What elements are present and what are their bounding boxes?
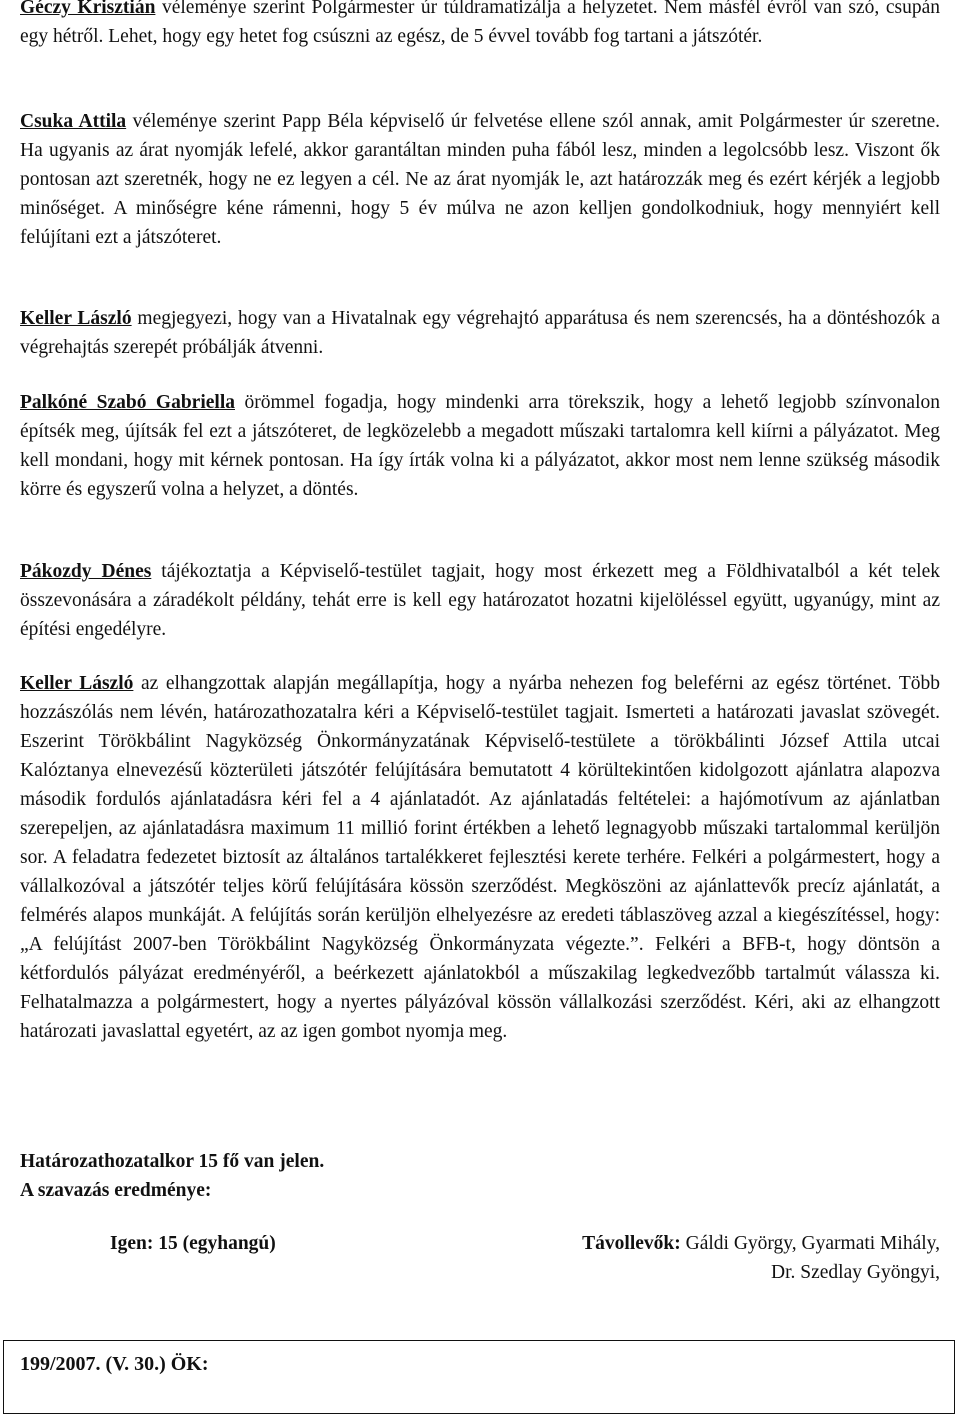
absent-members bbox=[582, 1229, 940, 1287]
speaker-name: Csuka Attila bbox=[20, 111, 127, 132]
paragraph-geczy bbox=[20, 0, 940, 51]
vote-results bbox=[20, 1229, 940, 1289]
speaker-name: Keller László bbox=[20, 308, 132, 329]
decision-number: 199/2007. (V. 30.) ÖK: bbox=[20, 1353, 209, 1375]
decision-box bbox=[3, 1340, 955, 1414]
paragraph-palkone bbox=[20, 388, 940, 504]
paragraph-keller-1 bbox=[20, 304, 940, 362]
absent-names-line-2: Dr. Szedlay Gyöngyi, bbox=[771, 1262, 940, 1283]
vote-summary bbox=[20, 1147, 940, 1205]
speaker-name: Pákozdy Dénes bbox=[20, 561, 152, 582]
paragraph-keller-2 bbox=[20, 669, 940, 1046]
vote-result-heading: A szavazás eredménye: bbox=[20, 1180, 212, 1201]
paragraph-text: az elhangzottak alapján megállapítja, hogy a nyárba nehezen fog beleférni az egész történet. Több hozzászólás nem lévén, határozathozatalra kéri a Képviselő-testület tagjait. Ismerteti a határozati javaslat szövegét. Eszerint Törökbálint Nagyközség Önkormányzatának Képviselő-testülete a törökbálinti József Attila utcai Kalóztanya elnevezésű közterületi játszótér felújítására bemutatott 4 körültekintően kidolgozott ajánlatra alapozva második fordulós ajánlatadásra kéri fel a 4 ajánlatadót. Az ajánlatadás feltételei: a hajómotívum az ajánlatban szerepeljen, az ajánlatadásra maximum 11 millió forint értékben a lehető legnagyobb műszaki tartalommal kerüljön sor. A feladatra fedezetet biztosít az általános tartalékkeret fejlesztési kerete terhére. Felkéri a polgármestert, hogy a vállalkozóval a játszótér teljes körű felújítására kössön szerződést. Megköszöni az ajánlattevők precíz ajánlatát, a felmérés alapos munkáját. A felújítás során kerüljön elhelyezésre az eredeti táblaszöveg azzal a kiegészítéssel, hogy: „A felújítást 2007-ben Törökbálint Nagyközség Önkormányzata végezte.”. Felkéri a BFB-t, hogy döntsön a kétfordulós pályázat eredményéről, a beérkezett ajánlatokból a műszakilag legkedvezőbb tartalmút válassza ki. Felhatalmazza a polgármestert, hogy a nyertes pályázóval kössön vállalkozási szerződést. Kéri, aki az elhangzott határozati javaslattal egyetért, az az igen gombot nyomja meg. bbox=[20, 673, 940, 1042]
speaker-name: Géczy Krisztián bbox=[20, 0, 156, 18]
paragraph-text: megjegyezi, hogy van a Hivatalnak egy végrehajtó apparátusa és nem szerencsés, ha a döntéshozók a végrehajtás szerepét próbálják átvenni. bbox=[20, 308, 940, 358]
absent-names-line-1: Gáldi György, Gyarmati Mihály, bbox=[680, 1233, 940, 1254]
paragraph-pakozdy bbox=[20, 557, 940, 644]
paragraph-text: örömmel fogadja, hogy mindenki arra törekszik, hogy a lehető legjobb színvonalon építsék meg, újítsák fel ezt a játszóteret, de legközelebb a megadott műszaki tartalomra kell kiírni a pályázatot. Meg kell mondani, hogy mit kérnek pontosan. Ha így írták volna ki a pályázatot, akkor most nem lenne szükség második körre és egyszerű volna a helyzet, a döntés. bbox=[20, 392, 940, 500]
speaker-name: Palkóné Szabó Gabriella bbox=[20, 392, 235, 413]
speaker-name: Keller László bbox=[20, 673, 134, 694]
paragraph-text: tájékoztatja a Képviselő-testület tagjait, hogy most érkezett meg a Földhivatalból a két telek összevonására a záradékolt példány, tehát erre is kell egy határozatot hozatni kijelöléssel együtt, ugyanúgy, mint az építési engedélyre. bbox=[20, 561, 940, 640]
yes-votes: Igen: 15 (egyhangú) bbox=[110, 1233, 276, 1254]
absent-label: Távollevők: bbox=[582, 1233, 681, 1254]
paragraph-text: véleménye szerint Papp Béla képviselő úr felvetése ellene szól annak, amit Polgármester úr szeretne. Ha ugyanis az árat nyomják lefelé, akkor garantáltan minden puha fából lesz, minden a legolcsóbb lesz. Viszont ők pontosan azt szeretnék, hogy ne ez legyen a cél. Ne az árat nyomják le, azt határozzák meg és ezért kérjék a legjobb minőséget. A minőségre kéne rámenni, hogy 5 év múlva ne azon kelljen gondolkodniuk, hogy mennyiért kell felújítani ezt a játszóteret. bbox=[20, 111, 940, 248]
paragraph-csuka bbox=[20, 107, 940, 252]
quorum-text: Határozathozatalkor 15 fő van jelen. bbox=[20, 1151, 325, 1172]
paragraph-text: véleménye szerint Polgármester úr túldramatizálja a helyzetet. Nem másfél évről van szó, csupán egy hétről. Lehet, hogy egy hetet fog csúszni az egész, de 5 évvel tovább fog tartani a játszótér. bbox=[20, 0, 940, 47]
